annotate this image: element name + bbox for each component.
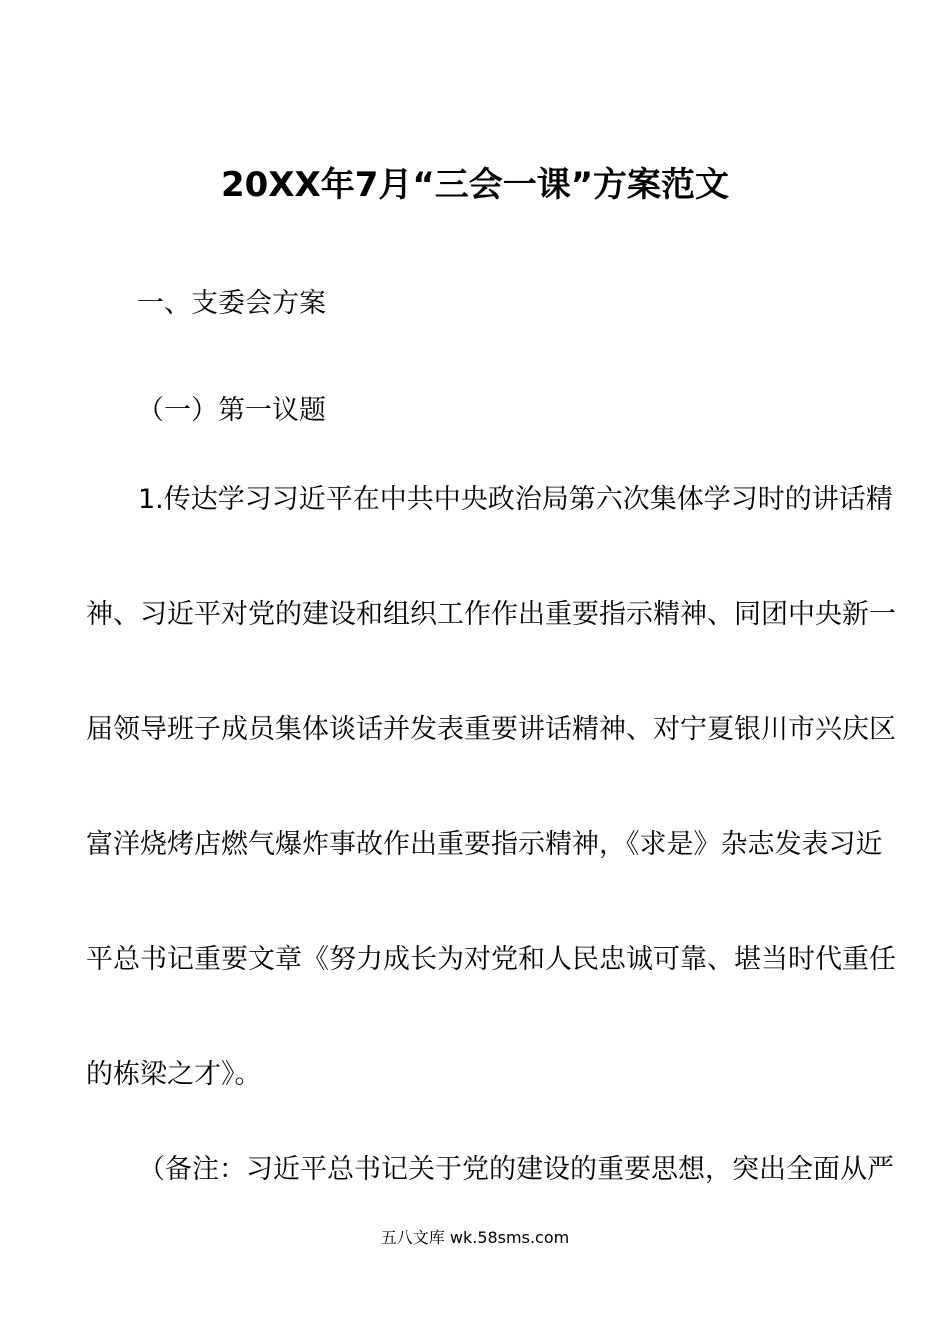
subsection-heading: （一）第一议题 xyxy=(137,395,326,426)
paragraph-line: 1.传达学习习近平在中共中央政治局第六次集体学习时的讲话精 xyxy=(138,484,893,515)
paragraph-line: 富洋烧烤店燃气爆炸事故作出重要指示精神，《求是》杂志发表习近 xyxy=(86,829,883,860)
note-line: （备注：习近平总书记关于党的建设的重要思想，突出全面从严 xyxy=(138,1154,894,1185)
paragraph-line: 的栋梁之才》。 xyxy=(86,1059,262,1090)
section-heading: 一、支委会方案 xyxy=(137,288,326,319)
paragraph-line: 届领导班子成员集体谈话并发表重要讲话精神、对宁夏银川市兴庆区 xyxy=(86,714,896,745)
page-title: 20XX年7月“三会一课”方案范文 xyxy=(220,165,730,205)
paragraph-line: 平总书记重要文章《努力成长为对党和人民忠诚可靠、堪当时代重任 xyxy=(86,944,896,975)
footer-watermark: 五八文库 wk.58sms.com xyxy=(380,1228,570,1247)
paragraph-line: 神、习近平对党的建设和组织工作作出重要指示精神、同团中央新一 xyxy=(86,599,896,630)
